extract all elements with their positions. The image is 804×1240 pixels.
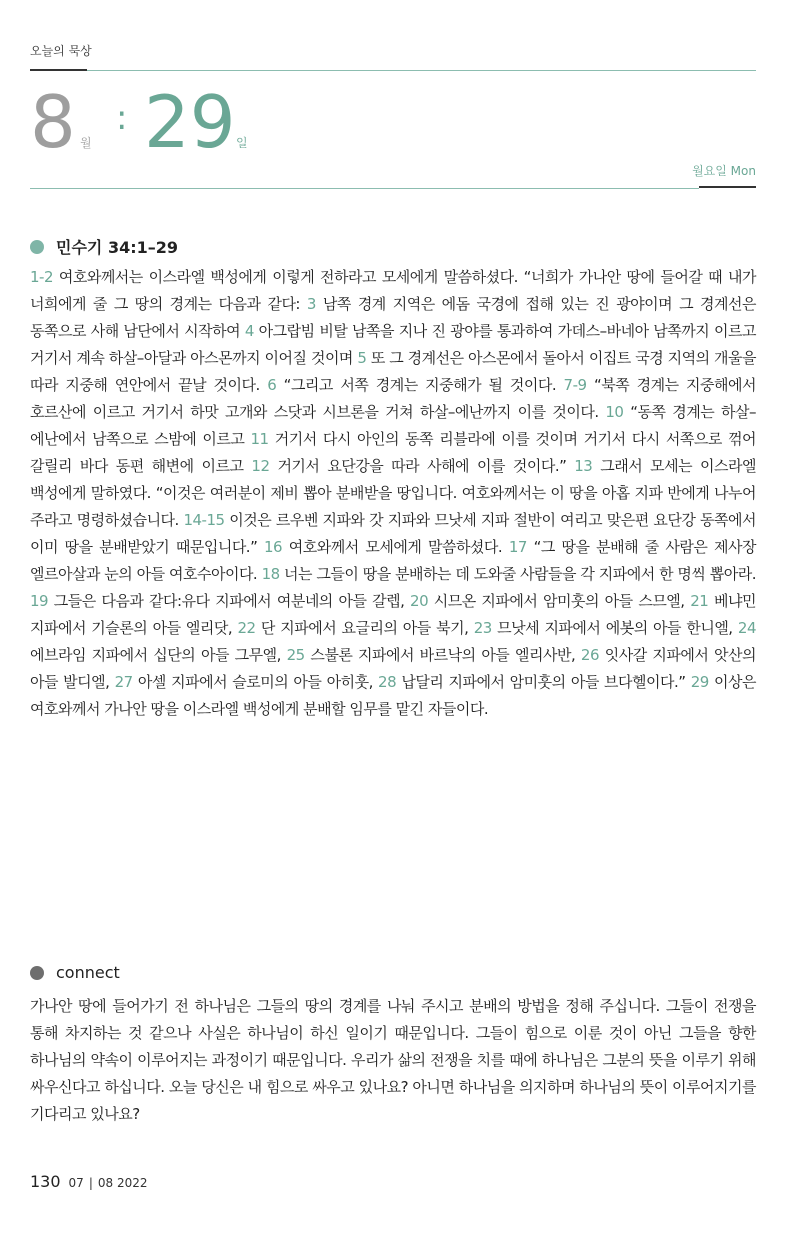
issue-month: 07 [68, 1176, 84, 1190]
verse-number: 19 [30, 592, 49, 610]
verse-text: 또 그 경계선은 아스몬에서 돌아서 이집트 국경 지역의 개울을 따라 지중해 연안에서 끝날 것이다. [30, 349, 756, 394]
verse-number: 29 [690, 673, 709, 691]
verse-number: 25 [286, 646, 305, 664]
weekday-underline [699, 186, 756, 188]
verse-text: 너는 그들이 땅을 분배하는 데 도와줄 사람들을 각 지파에서 한 명씩 뽑아라. [284, 565, 756, 583]
verse-number: 24 [737, 619, 757, 637]
verse-text: 아그랍빔 비탈 남쪽을 지나 진 광야를 통과하여 가데스–바네아 남쪽까지 이르고 거기서 계속 하살–아달과 아스몬까지 이어질 것이며 [30, 322, 756, 367]
bullet-dot-icon [30, 240, 44, 254]
verse-number: 18 [261, 565, 280, 583]
verse-text: 여호와께서 모세에게 말씀하셨다. [288, 538, 509, 556]
verse-text: 에브라임 지파에서 십단의 아들 그무엘, [30, 646, 287, 664]
verse-text: 그들은 다음과 같다:유다 지파에서 여분네의 아들 갈렙, [53, 592, 411, 610]
verse-text: “북쪽 경계는 지중해에서 호르산에 이르고 거기서 하맛 고개와 스닷과 시브론을 거쳐 하살–에난까지 이를 것이다. [30, 376, 756, 421]
verse-text: 베냐민 지파에서 기슬론의 아들 엘리닷, [30, 592, 756, 637]
verse-text: 거기서 다시 아인의 동쪽 리블라에 이를 것이며 거기서 다시 서쪽으로 꺾어 갈릴리 바다 동편 해변에 이르고 [30, 430, 756, 475]
verse-number: 4 [244, 322, 254, 340]
verse-number: 3 [306, 295, 316, 313]
verse-text: 거기서 요단강을 따라 사해에 이를 것이다.” [277, 457, 575, 475]
scripture-heading [30, 235, 178, 258]
verse-number: 20 [410, 592, 429, 610]
verse-number: 28 [378, 673, 397, 691]
verse-number: 7-9 [563, 376, 587, 394]
verse-number: 23 [473, 619, 492, 637]
verse-number: 11 [250, 430, 269, 448]
bullet-dot-icon [30, 966, 44, 980]
verse-number: 14-15 [183, 511, 225, 529]
verse-number: 10 [605, 403, 624, 421]
verse-text: 이것은 르우벤 지파와 갓 지파와 므낫세 지파 절반이 여리고 맞은편 요단강 동쪽에서 이미 땅을 분배받았기 때문입니다.” [30, 511, 756, 556]
verse-number: 21 [690, 592, 709, 610]
verse-text: “동쪽 경계는 하살–에난에서 남쪽으로 스밤에 이르고 [30, 403, 756, 448]
scripture-reference: 민수기 34:1–29 [56, 238, 179, 257]
scripture-body [30, 264, 756, 723]
verse-text: 잇사갈 지파에서 앗산의 아들 발디엘, [30, 646, 756, 691]
day-number: 29 [144, 80, 236, 164]
issue-date: 08 2022 [97, 1176, 148, 1190]
verse-number: 17 [508, 538, 527, 556]
verse-number: 5 [357, 349, 367, 367]
month-number: 8 [30, 80, 76, 164]
day-unit: 일 [236, 136, 248, 150]
verse-text: 이상은 여호와께서 가나안 땅을 이스라엘 백성에게 분배할 임무를 맡긴 자들이다. [30, 673, 756, 718]
verse-text: 여호와께서는 이스라엘 백성에게 이렇게 전하라고 모세에게 말씀하셨다. “너희가 가나안 땅에 들어갈 때 내가 너희에게 줄 그 땅의 경계는 다음과 같다: [30, 268, 756, 313]
verse-number: 16 [264, 538, 283, 556]
header-underline [30, 69, 87, 71]
verse-text: 납달리 지파에서 암미훗의 아들 브다헬이다.” [401, 673, 691, 691]
verse-text: 시므온 지파에서 암미훗의 아들 스므엘, [433, 592, 691, 610]
verse-number: 12 [251, 457, 270, 475]
connect-title: connect [56, 963, 120, 982]
verse-text: 그래서 모세는 이스라엘 백성에게 말하였다. “이것은 여러분이 제비 뽑아 분배받을 땅입니다. 여호와께서는 이 땅을 아홉 지파 반에게 나누어 주라고 명령하셨습니다. [30, 457, 756, 529]
header-label: 오늘의 묵상 [30, 44, 92, 58]
verse-number: 1-2 [30, 268, 53, 286]
page-footer [30, 1172, 148, 1191]
verse-text: 아셀 지파에서 슬로미의 아들 아히훗, [137, 673, 379, 691]
date-colon: : [116, 98, 128, 138]
verse-number: 6 [267, 376, 277, 394]
date-rule [30, 188, 699, 189]
verse-text: 남쪽 경계 지역은 에돔 국경에 접해 있는 진 광야이며 그 경계선은 동쪽으로 사해 남단에서 시작하여 [30, 295, 756, 340]
verse-text: 단 지파에서 요글리의 아들 북기, [260, 619, 474, 637]
verse-number: 22 [237, 619, 256, 637]
month-unit: 월 [80, 136, 92, 150]
connect-heading [30, 963, 120, 982]
connect-body: 가나안 땅에 들어가기 전 하나님은 그들의 땅의 경계를 나눠 주시고 분배의 방법을 정해 주십니다. 그들이 전쟁을 통해 차지하는 것 같으나 사실은 하나님이 하신 일이기 때문입니다. 그들이 힘으로 이룬 것이 아닌 그들을 향한 하나님의 약속이 이루어지는 과정이기 때문입니다. 우리가 삶의 전쟁을 치를 때에 하나님은 그분의 뜻을 이루기 위해 싸우신다고 하십니다. 오늘 당신은 내 힘으로 싸우고 있나요? 아니면 하나님을 의지하며 하나님의 뜻이 이루어지기를 기다리고 있나요? [30, 997, 756, 1123]
verse-text: “그리고 서쪽 경계는 지중해가 될 것이다. [283, 376, 564, 394]
weekday-label: 월요일 Mon [692, 164, 756, 178]
verse-number: 27 [114, 673, 133, 691]
header-rule [87, 70, 756, 71]
verse-number: 13 [574, 457, 593, 475]
page-number: 130 [30, 1172, 61, 1191]
verse-number: 26 [580, 646, 600, 664]
verse-text: 므낫세 지파에서 에봇의 아들 한니엘, [497, 619, 738, 637]
issue-separator: | [88, 1176, 93, 1190]
verse-text: “그 땅을 분배해 줄 사람은 제사장 엘르아살과 눈의 아들 여호수아이다. [30, 538, 756, 583]
verse-text: 스불론 지파에서 바르낙의 아들 엘리사반, [310, 646, 581, 664]
date-display [30, 82, 770, 162]
